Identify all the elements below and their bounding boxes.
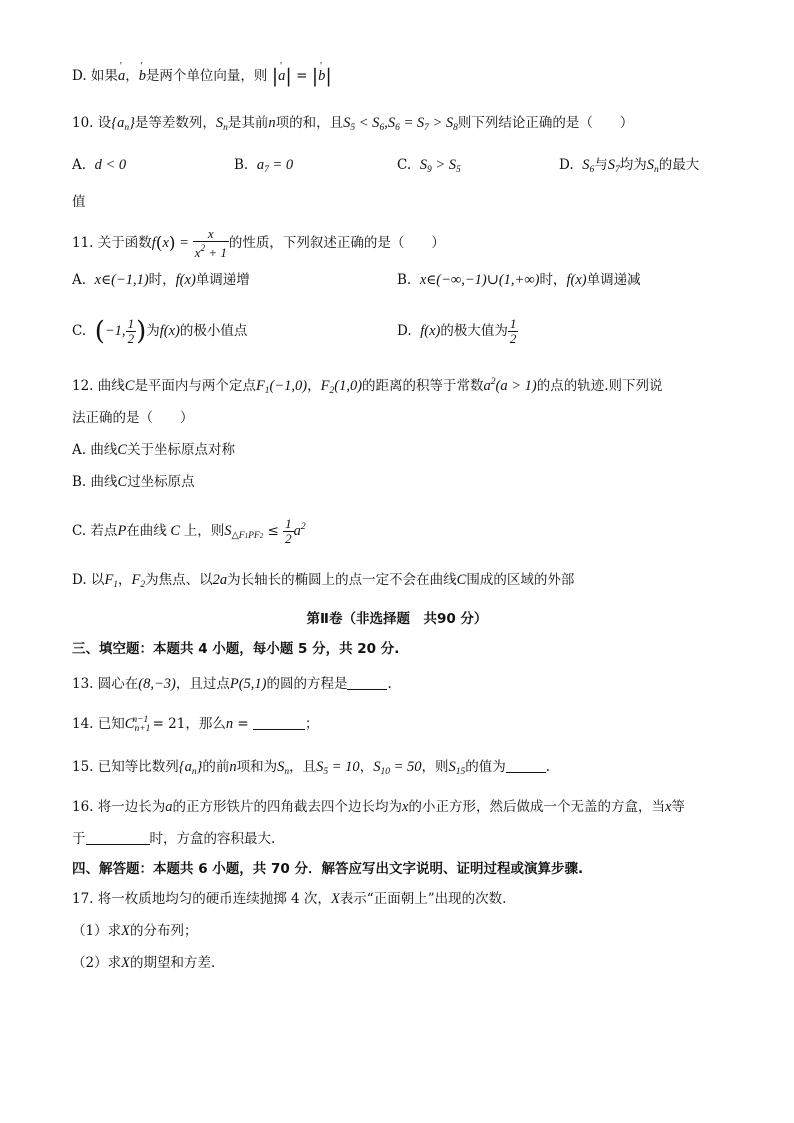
abs-bar: | <box>325 65 332 87</box>
vector-a: ' a <box>118 66 125 86</box>
q10-option-a: A. d < 0 <box>72 157 127 173</box>
answer-blank[interactable] <box>347 675 387 690</box>
q10-option-d-wrap: 值 <box>72 194 86 210</box>
q10-text: 是其前 <box>227 115 269 131</box>
abs-bar: | <box>271 65 279 87</box>
vector-b: ' b <box>139 66 146 86</box>
q13: 13. 圆心在(8,−3)，且过点P(5,1)的圆的方程是 . <box>72 676 392 692</box>
q17-part1: （1）求X的分布列； <box>72 923 198 939</box>
q12-option-c: C. 若点P在曲线 C 上，则$S_{\triangle F1PF2}$ ≤ $\frac{1}{2}$ $a^2$ <box>72 516 306 546</box>
abs-bar: | <box>311 65 319 87</box>
q9d-text: 是两个单位向量，则 <box>145 68 268 84</box>
q12-option-b: B. 曲线C过坐标原点 <box>72 474 195 490</box>
equals-sign: = <box>296 68 308 84</box>
sum-sn: $S_n$ <box>215 115 228 133</box>
part2-title: 第Ⅱ卷（非选择题 共90 分） <box>306 611 488 627</box>
q11-option-d: D. f(x)的极大值为 $\frac{1}{2}$ <box>397 316 517 346</box>
q10-option-d: D. $S_6$与$S_7$均为$S_n$的最大 <box>559 157 700 175</box>
q11-option-a: A. x∈(−1,1)时，f(x)单调递增 <box>72 272 250 288</box>
q10-option-b: B. $a_7 = 0$ <box>234 157 294 175</box>
q16-wrap: 于 时，方盒的容积最大. <box>72 831 276 847</box>
q11-stem: 11. 关于函数f(x) = $\frac{x}{x^2 + 1}$ 的性质，下列叙述正确的是（ ） <box>72 226 445 260</box>
var-n: n <box>268 115 276 131</box>
seq-an: $\{a_n\}$ <box>111 115 135 133</box>
q14: 14. 已知$C_{n+1}^{n-1} = 21$，那么n = ； <box>72 715 319 734</box>
q11-text: 的性质，下列叙述正确的是（ ） <box>228 235 445 251</box>
q17: 17. 将一枚质地均匀的硬币连续抛掷 4 次，X表示“正面朝上”出现的次数. <box>72 891 507 907</box>
vector-a-abs: ' a <box>278 66 285 86</box>
q12-option-d: D. 以$F_1$，$F_2$为焦点、以2a为长轴长的椭圆上的点一定不会在曲线C围成的区域的外部 <box>72 572 575 590</box>
q12-stem: 12. 曲线C是平面内与两个定点$F_1(-1,0)$，$F_2(1,0)$的距离的积等于常数$a^2(a > 1)$的点的轨迹.则下列说 <box>72 377 663 396</box>
q9-option-d <box>72 66 332 86</box>
q10-text: 项的和，且 <box>275 115 344 131</box>
q10-text: 是等差数列， <box>134 115 216 131</box>
q11-option-b: B. x∈(−∞,−1)∪(1,+∞)时，f(x)单调递减 <box>397 272 641 288</box>
answer-blank[interactable] <box>253 715 305 730</box>
section3-heading: 三、填空题：本题共 4 小题，每小题 5 分，共 20 分. <box>72 641 400 657</box>
q16: 16. 将一边长为a的正方形铁片的四角截去四个边长均为x的小正方形，然后做成一个无盖的方盒，当x等 <box>72 799 685 815</box>
section4-heading: 四、解答题：本题共 6 小题，共 70 分．解答应写出文字说明、证明过程或演算步骤. <box>72 861 584 877</box>
q10-text: 则下列结论正确的是（ ） <box>457 115 634 131</box>
q10-number: 10. 设 <box>72 115 112 131</box>
q10-stem <box>72 113 633 138</box>
abs-bar: | <box>285 65 292 87</box>
vector-b-abs: ' b <box>318 66 325 86</box>
q12-stem-wrap: 法正确的是（ ） <box>72 410 194 426</box>
q9d-label: D. 如果 <box>72 68 118 84</box>
q11-option-c: C. (−1, $\frac{1}{2}$ )为f(x)的极小值点 <box>72 316 248 347</box>
q17-part2: （2）求X的期望和方差. <box>72 955 216 971</box>
q12-option-a: A. 曲线C关于坐标原点对称 <box>72 442 236 458</box>
q10-option-c: C. $S_9 > S_5$ <box>397 157 461 175</box>
func-fx: f <box>151 235 156 251</box>
fraction: $\frac{x}{x^2 + 1}$ <box>194 226 227 260</box>
q12-number: 12. 曲线 <box>72 378 125 394</box>
q11-number: 11. 关于函数 <box>72 235 152 251</box>
q9d-comma: ， <box>125 68 139 84</box>
answer-blank[interactable] <box>506 758 546 773</box>
q10-condition: $S_5 < S_6,S_6 = S_7 > S_8$ <box>343 115 458 133</box>
q15: 15. 已知等比数列$\{a_n\}$的前n项和为$S_n$，且$S_5 = 10$，$S_{10} = 50$，则$S_{15}$的值为 . <box>72 759 551 777</box>
answer-blank[interactable] <box>86 830 150 845</box>
